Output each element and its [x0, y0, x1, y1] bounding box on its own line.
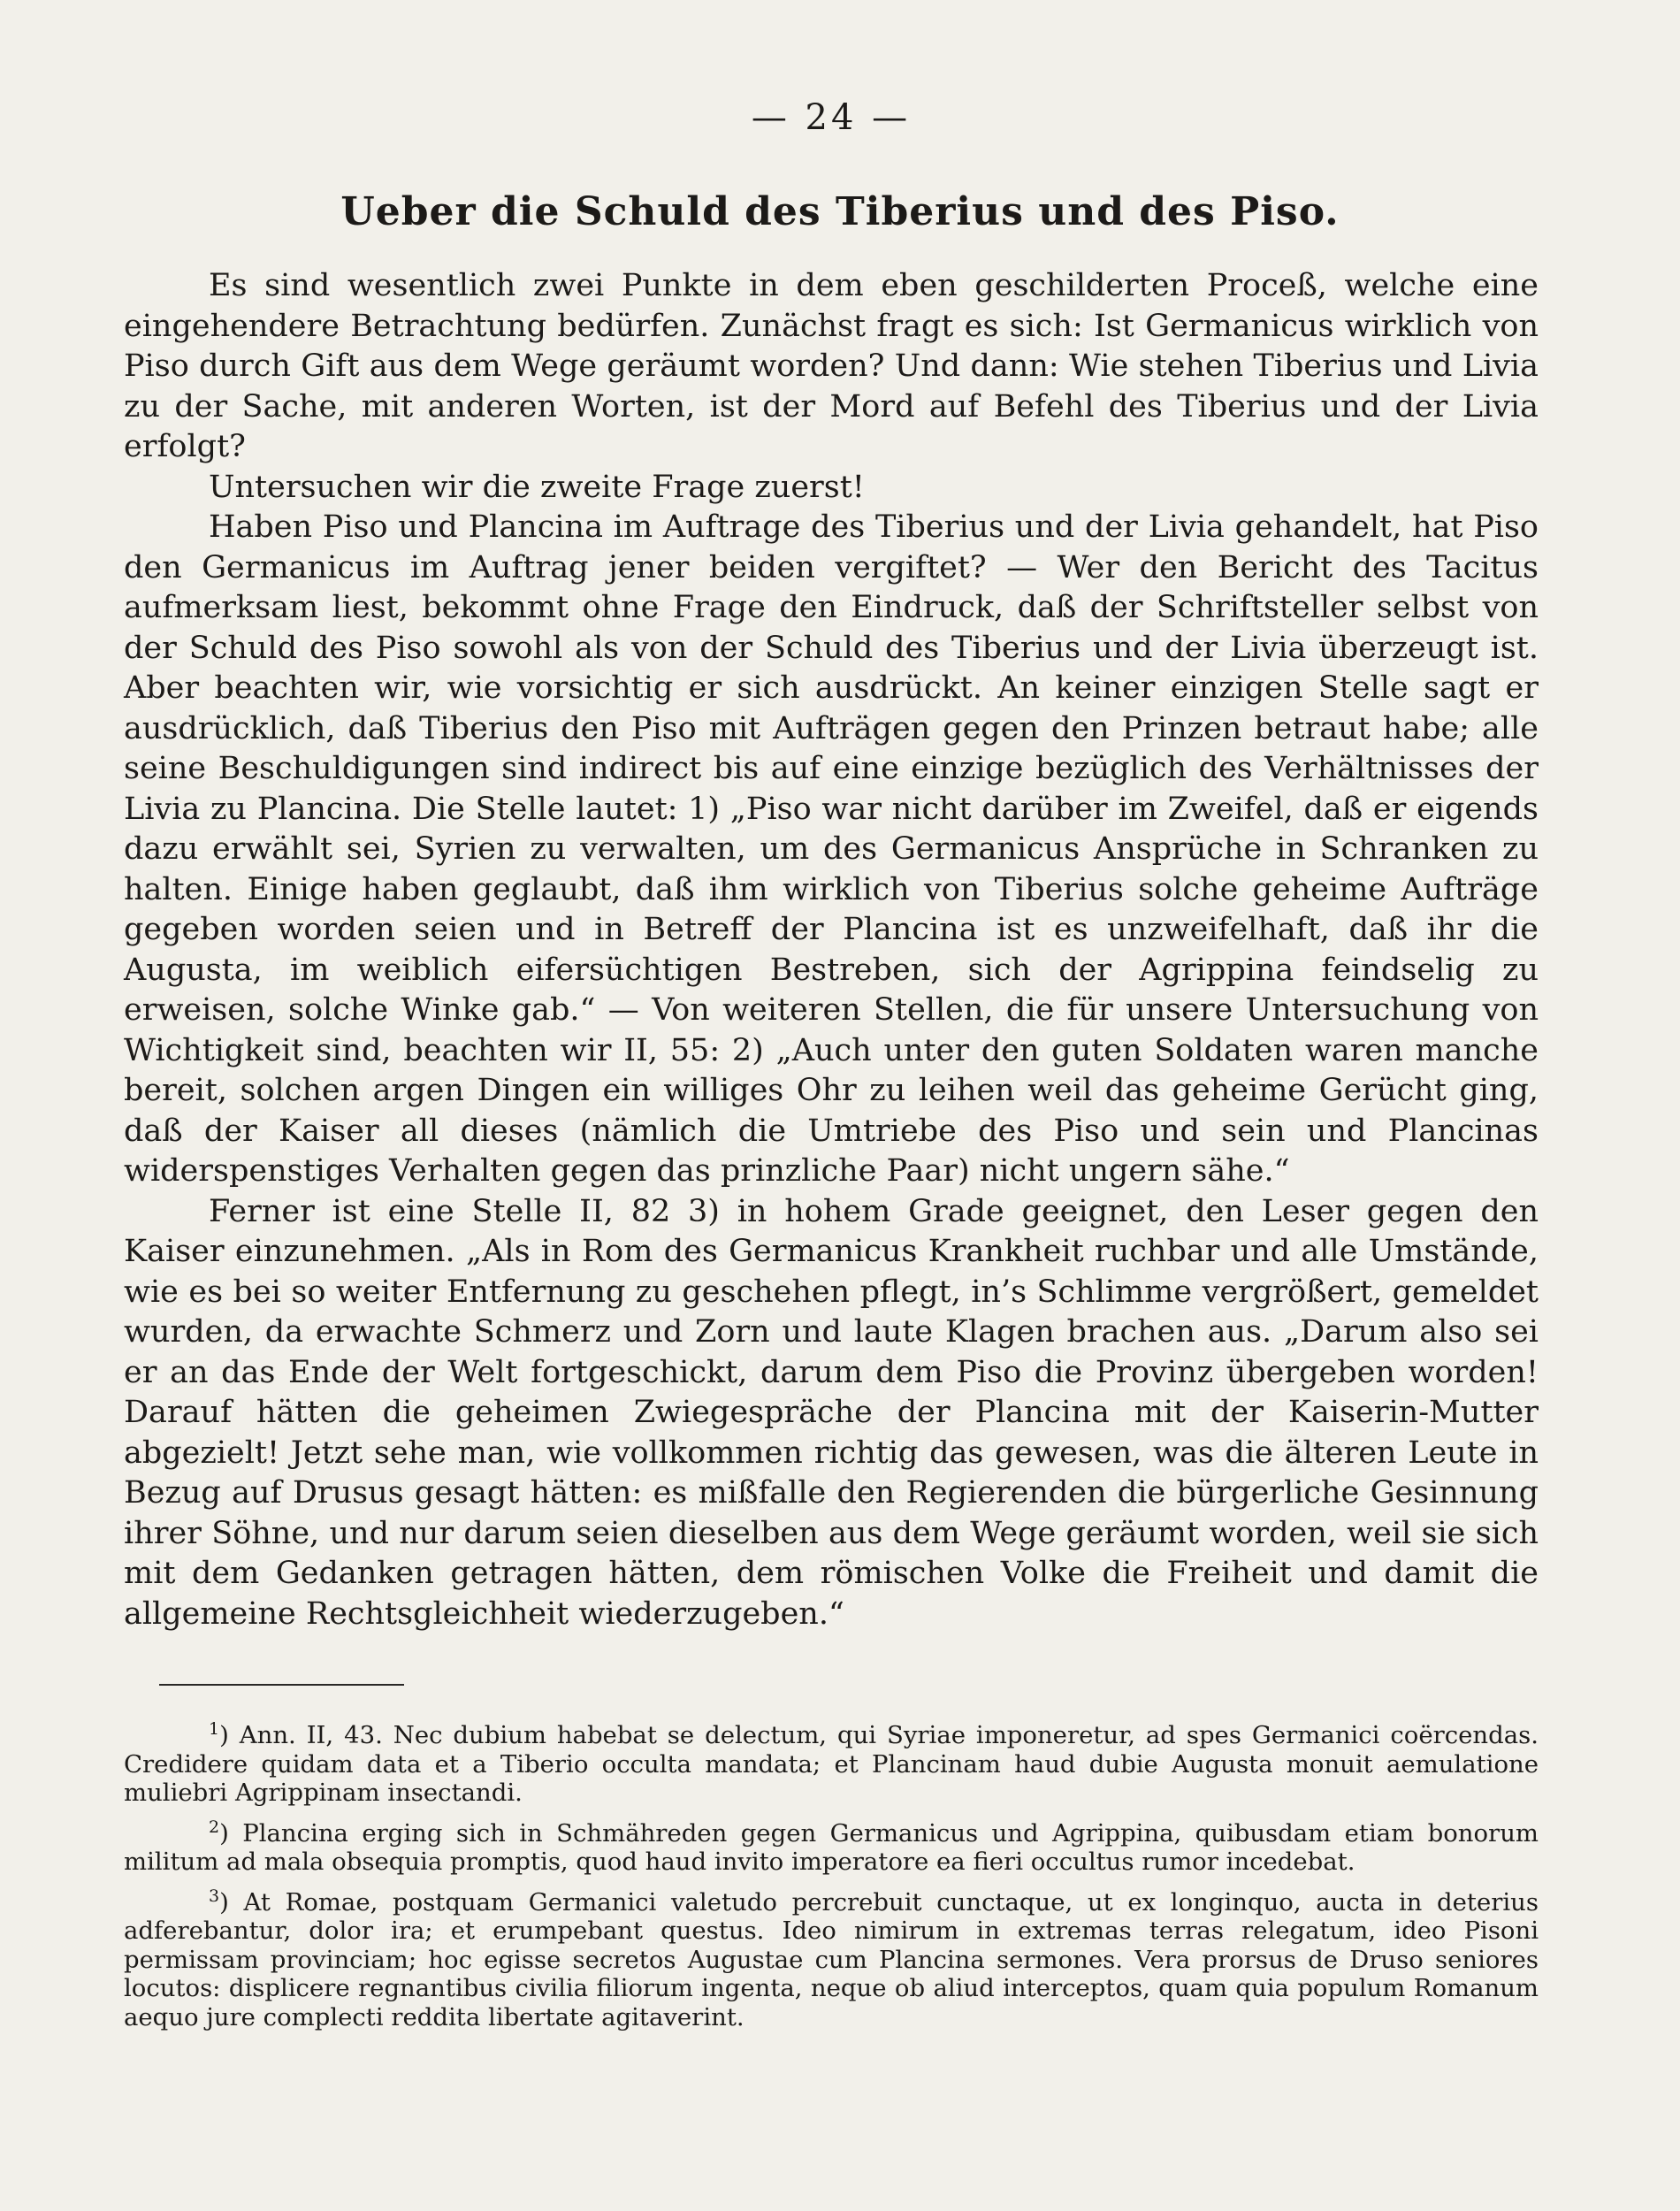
footnote-2: $^2$) Plancina erging sich in Schmähreden gegen Germanicus und Agrippina, quibusdam etiam bonorum militum ad mala obsequia promptis, quod haud invito imperatore ea fieri occultus rumor incedebat.	[124, 1817, 1539, 1876]
footnote-text: Ann. II, 43. Nec dubium habebat se delectum, qui Syriae imponeretur, ad spes Germanici coërcendas. Credidere quidam data et a Tiberio occulta mandata; et Plancinam haud dubie Augusta monuit aemulatione muliebri Agrippinam insectandi.	[124, 1721, 1539, 1807]
footnote-marker: 2	[209, 1817, 220, 1837]
footnote-separator	[159, 1684, 404, 1686]
footnote-marker: 1	[209, 1718, 220, 1739]
footnote-marker: 3	[209, 1886, 220, 1906]
footnote-3: $^3$) At Romae, postquam Germanici valetudo percrebuit cunctaque, ut ex longinquo, aucta in deterius adferebantur, dolor ira; et erumpebant questus. Ideo nimirum in extremas terras relegatum, ideo Pisoni permissam provinciam; hoc egisse secretos Augustae cum Plancina sermones. Vera prorsus de Druso seniores locutos: displicere regnantibus civilia filiorum ingenta, neque ob aliud interceptos, quam quia populum Romanum aequo jure complecti reddita libertate agitaverint.	[124, 1886, 1539, 2031]
chapter-title: Ueber die Schuld des Tiberius und des Piso.	[340, 189, 1340, 234]
footnote-text: At Romae, postquam Germanici valetudo percrebuit cunctaque, ut ex longinquo, aucta in deterius adferebantur, dolor ira; et erumpebant questus. Ideo nimirum in extremas terras relegatum, ideo Pisoni permissam provinciam; hoc egisse secretos Augustae cum Plancina sermones. Vera prorsus de Druso seniores locutos: displicere regnantibus civilia filiorum ingenta, neque ob aliud interceptos, quam quia populum Romanum aequo jure complecti reddita libertate agitaverint.	[124, 1887, 1539, 2031]
body-text	[124, 266, 1539, 1634]
paragraph-1: Es sind wesentlich zwei Punkte in dem eben geschilderten Proceß, welche eine eingehendere Betrachtung bedürfen. Zunächst fragt es sich: Ist Germanicus wirklich von Piso durch Gift aus dem Wege geräumt worden? Und dann: Wie stehen Tiberius und Livia zu der Sache, mit anderen Worten, ist der Mord auf Befehl des Tiberius und der Livia erfolgt?	[124, 268, 1539, 464]
footnote-1: $^1$) Ann. II, 43. Nec dubium habebat se delectum, qui Syriae imponeretur, ad spes Germanici coërcendas. Credidere quidam data et a Tiberio occulta mandata; et Plancinam haud dubie Augusta monuit aemulatione muliebri Agrippinam insectandi.	[124, 1718, 1539, 1807]
footnotes	[124, 1718, 1539, 2031]
paragraph-4: Ferner ist eine Stelle II, 82 3) in hohem Grade geeignet, den Leser gegen den Kaiser einzunehmen. „Als in Rom des Germanicus Krankheit ruchbar und alle Umstände, wie es bei so weiter Entfernung zu geschehen pflegt, in’s Schlimme vergrößert, gemeldet wurden, da erwachte Schmerz und Zorn und laute Klagen brachen aus. „Darum also sei er an das Ende der Welt fortgeschickt, darum dem Piso die Provinz übergeben worden! Darauf hätten die geheimen Zwiegespräche der Plancina mit der Kaiserin-Mutter abgezielt! Jetzt sehe man, wie vollkommen richtig das gewesen, was die älteren Leute in Bezug auf Drusus gesagt hätten: es mißfalle den Regierenden die bürgerliche Gesinnung ihrer Söhne, und nur darum seien dieselben aus dem Wege geräumt worden, weil sie sich mit dem Gedanken getragen hätten, dem römischen Volke die Freiheit und damit die allgemeine Rechtsgleichheit wiederzugeben.“	[124, 1193, 1539, 1632]
paragraph-3: Haben Piso und Plancina im Auftrage des Tiberius und der Livia gehandelt, hat Piso den Germanicus im Auftrag jener beiden vergiftet? — Wer den Bericht des Tacitus aufmerksam liest, bekommt ohne Frage den Eindruck, daß der Schriftsteller selbst von der Schuld des Piso sowohl als von der Schuld des Tiberius und der Livia überzeugt ist. Aber beachten wir, wie vorsichtig er sich ausdrückt. An keiner einzigen Stelle sagt er ausdrücklich, daß Tiberius den Piso mit Aufträgen gegen den Prinzen betraut habe; alle seine Beschuldigungen sind indirect bis auf eine einzige bezüglich des Verhältnisses der Livia zu Plancina. Die Stelle lautet: 1) „Piso war nicht darüber im Zweifel, daß er eigends dazu erwählt sei, Syrien zu verwalten, um des Germanicus Ansprüche in Schranken zu halten. Einige haben geglaubt, daß ihm wirklich von Tiberius solche geheime Aufträge gegeben worden seien und in Betreff der Plancina ist es unzweifelhaft, daß ihr die Augusta, im weiblich eifersüchtigen Bestreben, sich der Agrippina feindselig zu erweisen, solche Winke gab.“ — Von weiteren Stellen, die für unsere Untersuchung von Wichtigkeit sind, beachten wir II, 55: 2) „Auch unter den guten Soldaten waren manche bereit, solchen argen Dingen ein williges Ohr zu leihen weil das geheime Gerücht ging, daß der Kaiser all dieses (nämlich die Umtriebe des Piso und sein und Plancinas widerspenstiges Verhalten gegen das prinzliche Paar) nicht ungern sähe.“	[124, 509, 1539, 1189]
page-number: — 24 —	[751, 97, 912, 138]
footnote-text: Plancina erging sich in Schmähreden gegen Germanicus und Agrippina, quibusdam etiam bonorum militum ad mala obsequia promptis, quod haud invito imperatore ea fieri occultus rumor incedebat.	[124, 1818, 1539, 1876]
paragraph-2: Untersuchen wir die zweite Frage zuerst!	[209, 469, 865, 505]
